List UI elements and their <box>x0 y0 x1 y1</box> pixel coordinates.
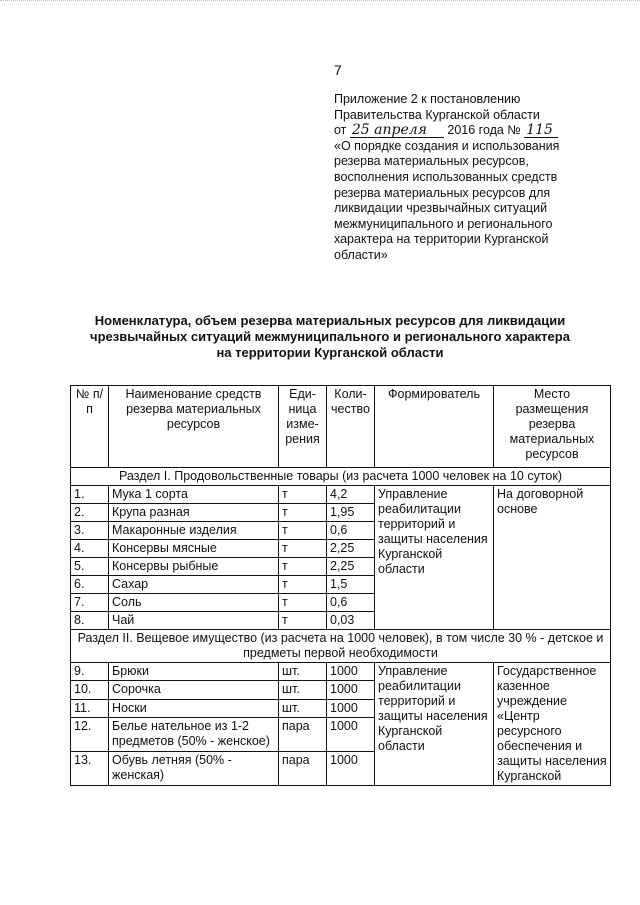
nomenclature-table <box>70 385 611 786</box>
appendix-from-label: от <box>334 123 347 138</box>
document-title <box>60 313 600 361</box>
cell-num: 2. <box>71 504 109 522</box>
cell-num: 1. <box>71 486 109 504</box>
appendix-body-line: ликвидации чрезвычайных ситуаций <box>334 201 548 216</box>
cell-unit: шт. <box>279 681 327 699</box>
cell-name: Соль <box>109 594 279 612</box>
appendix-line-1: Приложение 2 к постановлению <box>334 92 521 106</box>
section-row <box>71 630 611 663</box>
cell-qty: 4,2 <box>327 486 375 504</box>
cell-name: Брюки <box>109 663 279 681</box>
cell-unit: т <box>279 522 327 540</box>
cell-qty: 1000 <box>327 752 375 786</box>
appendix-body-line: межмуниципального и регионального <box>334 216 553 231</box>
cell-unit: т <box>279 504 327 522</box>
header-former: Формирователь <box>375 386 494 468</box>
cell-num: 7. <box>71 594 109 612</box>
table-row <box>71 663 611 681</box>
appendix-body-line: восполнения использованных средств <box>334 169 558 184</box>
handwritten-date: 25 апреля <box>350 124 444 138</box>
cell-qty: 1000 <box>327 681 375 699</box>
cell-num: 12. <box>71 718 109 752</box>
cell-qty: 1,5 <box>327 576 375 594</box>
cell-num: 9. <box>71 663 109 681</box>
cell-qty: 0,03 <box>327 612 375 630</box>
table-header-row <box>71 386 611 468</box>
cell-name: Крупа разная <box>109 504 279 522</box>
cell-num: 6. <box>71 576 109 594</box>
cell-num: 8. <box>71 612 109 630</box>
appendix-body-line: «О порядке создания и использования <box>334 138 560 153</box>
section-2-former: Управление реабилитации территорий и защиты населения Курганской области <box>375 663 494 786</box>
cell-qty: 2,25 <box>327 540 375 558</box>
scan-edge-line <box>0 0 640 8</box>
title-line: на территории Курганской области <box>216 345 444 360</box>
appendix-body-line: резерва материальных ресурсов, <box>334 154 529 169</box>
cell-num: 10. <box>71 681 109 699</box>
cell-qty: 1000 <box>327 663 375 681</box>
cell-qty: 1000 <box>327 718 375 752</box>
cell-num: 4. <box>71 540 109 558</box>
cell-name: Сахар <box>109 576 279 594</box>
cell-unit: т <box>279 486 327 504</box>
cell-qty: 1,95 <box>327 504 375 522</box>
appendix-body-line: области» <box>334 247 388 262</box>
cell-num: 13. <box>71 752 109 786</box>
cell-qty: 0,6 <box>327 522 375 540</box>
header-place: Место размещения резерва материальных ресурсов <box>494 386 611 468</box>
section-1-title: Раздел I. Продовольственные товары (из расчета 1000 человек на 10 суток) <box>71 468 611 486</box>
cell-name: Макаронные изделия <box>109 522 279 540</box>
cell-num: 5. <box>71 558 109 576</box>
appendix-date-line <box>334 123 634 139</box>
section-1-former: Управление реабилитации территорий и защиты населения Курганской области <box>375 486 494 630</box>
cell-unit: т <box>279 612 327 630</box>
cell-unit: т <box>279 540 327 558</box>
section-2-title: Раздел II. Вещевое имущество (из расчета на 1000 человек), в том числе 30 % - детское и предметы первой необходимости <box>71 630 611 663</box>
section-1-place: На договорной основе <box>494 486 611 630</box>
cell-qty: 2,25 <box>327 558 375 576</box>
header-num: № п/п <box>71 386 109 468</box>
appendix-body-line: резерва материальных ресурсов для <box>334 185 551 200</box>
appendix-line-2: Правительства Курганской области <box>334 107 540 122</box>
header-unit: Еди- ница изме- рения <box>279 386 327 468</box>
cell-qty: 1000 <box>327 699 375 717</box>
cell-name: Консервы рыбные <box>109 558 279 576</box>
handwritten-number: 115 <box>524 124 558 138</box>
page-number: 7 <box>334 62 342 78</box>
cell-unit: т <box>279 594 327 612</box>
cell-unit: т <box>279 558 327 576</box>
cell-unit: пара <box>279 718 327 752</box>
cell-name: Мука 1 сорта <box>109 486 279 504</box>
cell-name: Чай <box>109 612 279 630</box>
cell-unit: пара <box>279 752 327 786</box>
cell-unit: т <box>279 576 327 594</box>
cell-name: Консервы мясные <box>109 540 279 558</box>
section-2-place: Государственное казенное учреждение «Центр ресурсного обеспечения и защиты населения Курганской <box>494 663 611 786</box>
cell-name: Сорочка <box>109 681 279 699</box>
appendix-body-line: характера на территории Курганской <box>334 232 549 247</box>
cell-unit: шт. <box>279 699 327 717</box>
title-line: чрезвычайных ситуаций межмуниципального и регионального характера <box>90 329 570 344</box>
cell-num: 3. <box>71 522 109 540</box>
header-qty: Коли- чество <box>327 386 375 468</box>
appendix-header <box>334 92 634 264</box>
appendix-year-text: 2016 года № <box>447 123 521 138</box>
cell-name: Белье нательное из 1-2 предметов (50% - женское) <box>109 718 279 752</box>
cell-name: Обувь летняя (50% - женская) <box>109 752 279 786</box>
cell-unit: шт. <box>279 663 327 681</box>
cell-name: Носки <box>109 699 279 717</box>
table-row <box>71 486 611 504</box>
cell-qty: 0,6 <box>327 594 375 612</box>
cell-num: 11. <box>71 699 109 717</box>
section-row <box>71 468 611 486</box>
title-line: Номенклатура, объем резерва материальных ресурсов для ликвидации <box>94 313 566 328</box>
header-name: Наименование средств резерва материальных ресурсов <box>109 386 279 468</box>
